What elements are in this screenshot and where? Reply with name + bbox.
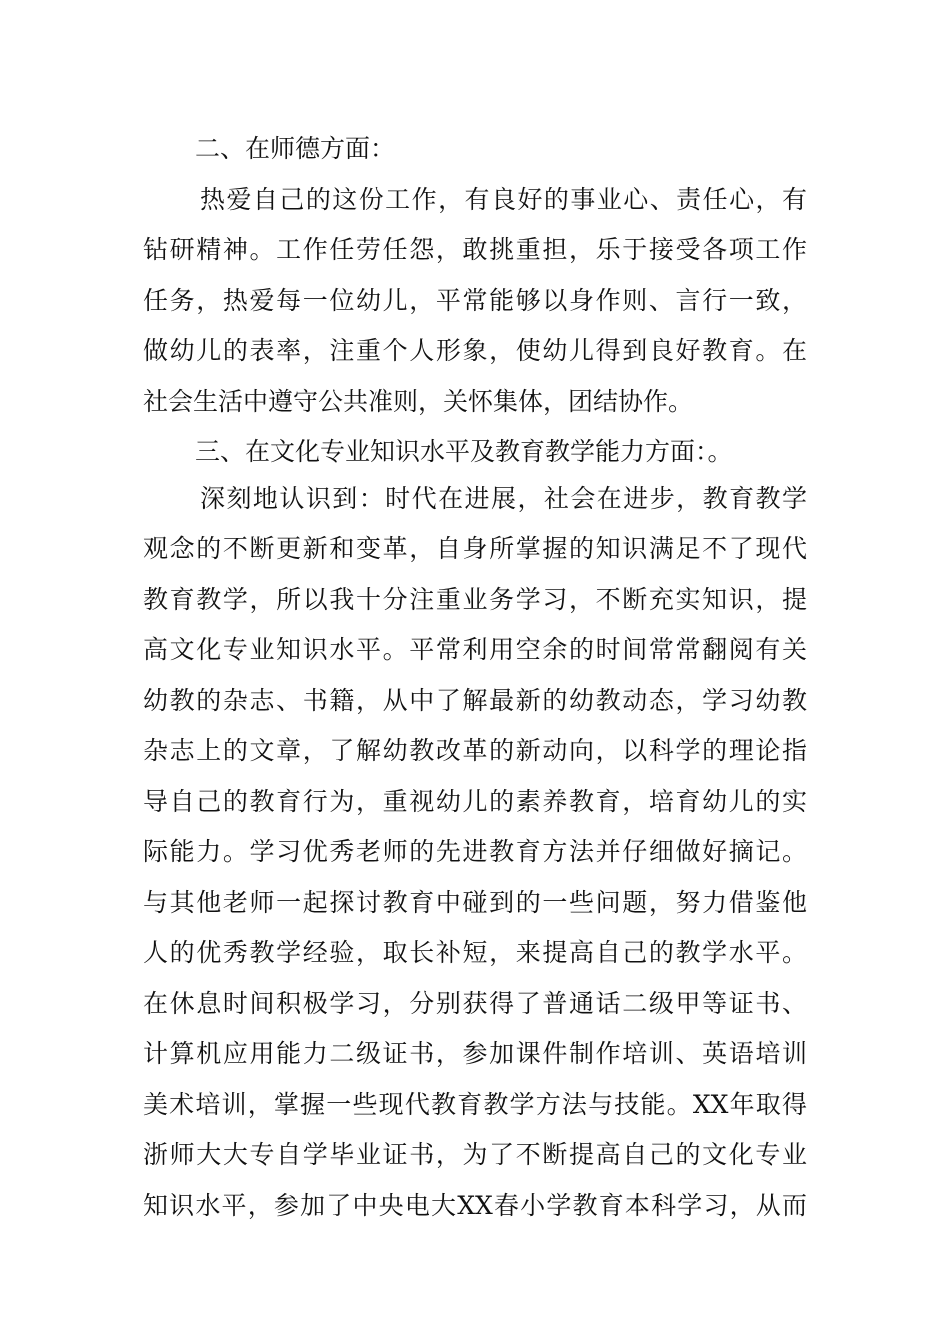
paragraph-line: 任务，热爱每一位幼儿，平常能够以身作则、言行一致， xyxy=(143,286,807,315)
paragraph-line: 美术培训，掌握一些现代教育教学方法与技能。XX年取得 xyxy=(143,1090,807,1119)
paragraph-line: 教育教学，所以我十分注重业务学习，不断充实知识，提 xyxy=(143,585,807,614)
paragraph-line: 人的优秀教学经验，取长补短，来提高自己的教学水平。 xyxy=(143,938,807,967)
paragraph-line: 在休息时间积极学习，分别获得了普通话二级甲等证书、 xyxy=(143,989,807,1018)
paragraph-line: 杂志上的文章，了解幼教改革的新动向，以科学的理论指 xyxy=(143,736,807,765)
paragraph-line: 浙师大大专自学毕业证书，为了不断提高自己的文化专业 xyxy=(143,1140,807,1169)
paragraph-line: 社会生活中遵守公共准则，关怀集体，团结协作。 xyxy=(143,387,694,416)
section-heading: 三、在文化专业知识水平及教育教学能力方面：。 xyxy=(195,437,733,466)
paragraph-line: 导自己的教育行为，重视幼儿的素养教育，培育幼儿的实 xyxy=(143,787,807,816)
paragraph-line: 做幼儿的表率，注重个人形象，使幼儿得到良好教育。在 xyxy=(143,336,807,365)
paragraph-line: 计算机应用能力二级证书，参加课件制作培训、英语培训 xyxy=(143,1039,807,1068)
paragraph-line: 高文化专业知识水平。平常利用空余的时间常常翻阅有关 xyxy=(143,635,807,664)
paragraph-line: 幼教的杂志、书籍，从中了解最新的幼教动态，学习幼教 xyxy=(143,686,807,715)
paragraph-line: 与其他老师一起探讨教育中碰到的一些问题，努力借鉴他 xyxy=(143,888,807,917)
paragraph-line: 际能力。学习优秀老师的先进教育方法并仔细做好摘记。 xyxy=(143,837,807,866)
paragraph-line: 深刻地认识到：时代在进展，社会在进步，教育教学 xyxy=(200,484,807,513)
paragraph-line: 热爱自己的这份工作，有良好的事业心、责任心，有 xyxy=(200,185,807,214)
paragraph-line: 知识水平，参加了中央电大XX春小学教育本科学习，从而 xyxy=(143,1191,807,1220)
paragraph-line: 钻研精神。工作任劳任怨，敢挑重担，乐于接受各项工作 xyxy=(143,235,807,264)
paragraph-line: 观念的不断更新和变革，自身所掌握的知识满足不了现代 xyxy=(143,534,807,563)
section-heading: 二、在师德方面： xyxy=(195,134,396,163)
